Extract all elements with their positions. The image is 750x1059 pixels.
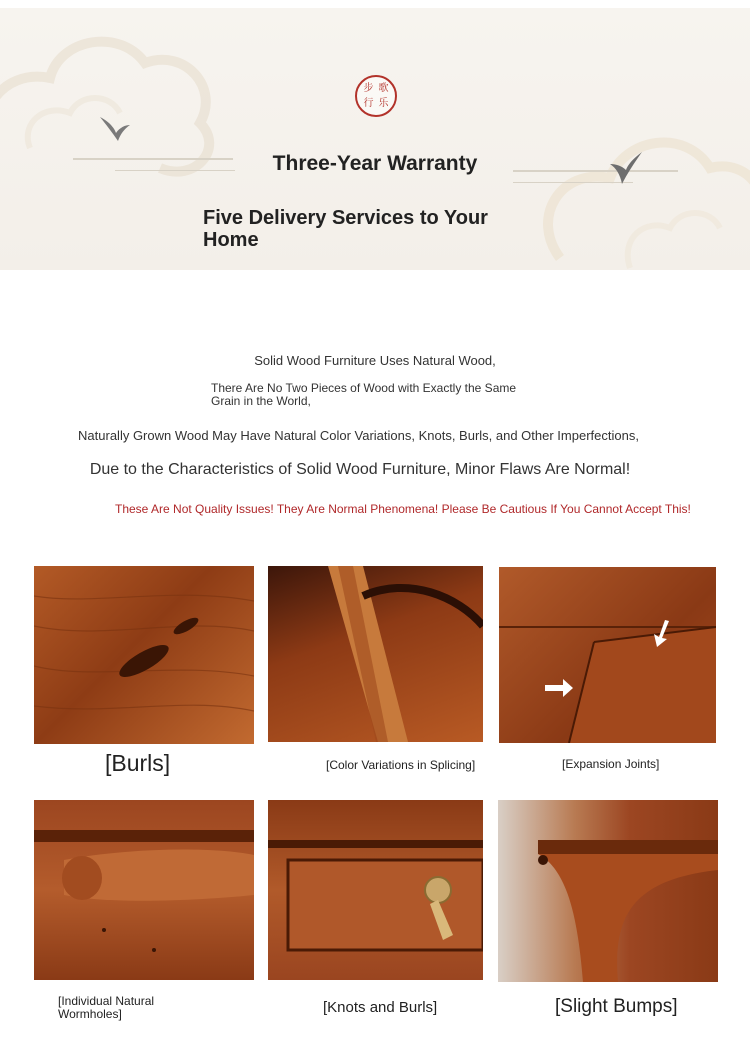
banner-subtitle: Five Delivery Services to Your Home (203, 207, 488, 251)
warranty-banner (0, 8, 750, 270)
notice-line-1: Solid Wood Furniture Uses Natural Wood, (254, 353, 496, 368)
banner-title: Three-Year Warranty (272, 152, 478, 175)
seal-stamp-icon (355, 75, 397, 117)
photo-color-variations (268, 566, 483, 742)
seal-char: 行 (363, 97, 374, 109)
caption-slight-bumps: [Slight Bumps] (555, 996, 678, 1017)
caption-burls: [Burls] (105, 750, 171, 776)
notice-line-4: Due to the Characteristics of Solid Wood Furniture, Minor Flaws Are Normal! (89, 461, 631, 478)
caption-color-variations: [Color Variations in Splicing] (326, 758, 476, 772)
photo-expansion-joints (499, 567, 716, 743)
seal-char: 歌 (378, 82, 389, 94)
cloud-pattern-left (0, 8, 230, 208)
caption-knots-and-burls: [Knots and Burls] (323, 999, 438, 1016)
photo-knots-and-burls (268, 800, 483, 980)
seal-char: 步 (363, 82, 374, 94)
notice-line-3: Naturally Grown Wood May Have Natural Color Variations, Knots, Burls, and Other Imperfections, (78, 428, 639, 443)
warning-text: These Are Not Quality Issues! They Are Normal Phenomena! Please Be Cautious If You Cannot Accept This! (115, 502, 691, 516)
photo-slight-bumps (498, 800, 718, 982)
photo-burls (34, 566, 254, 744)
caption-wormholes: [Individual Natural Wormholes] (58, 994, 155, 1021)
swallow-icon (98, 113, 132, 143)
notice-line-2: There Are No Two Pieces of Wood with Exactly the Same Grain in the World, (211, 381, 517, 408)
seal-char: 乐 (378, 97, 389, 109)
caption-expansion-joints: [Expansion Joints] (562, 757, 660, 771)
photo-wormholes (34, 800, 254, 980)
